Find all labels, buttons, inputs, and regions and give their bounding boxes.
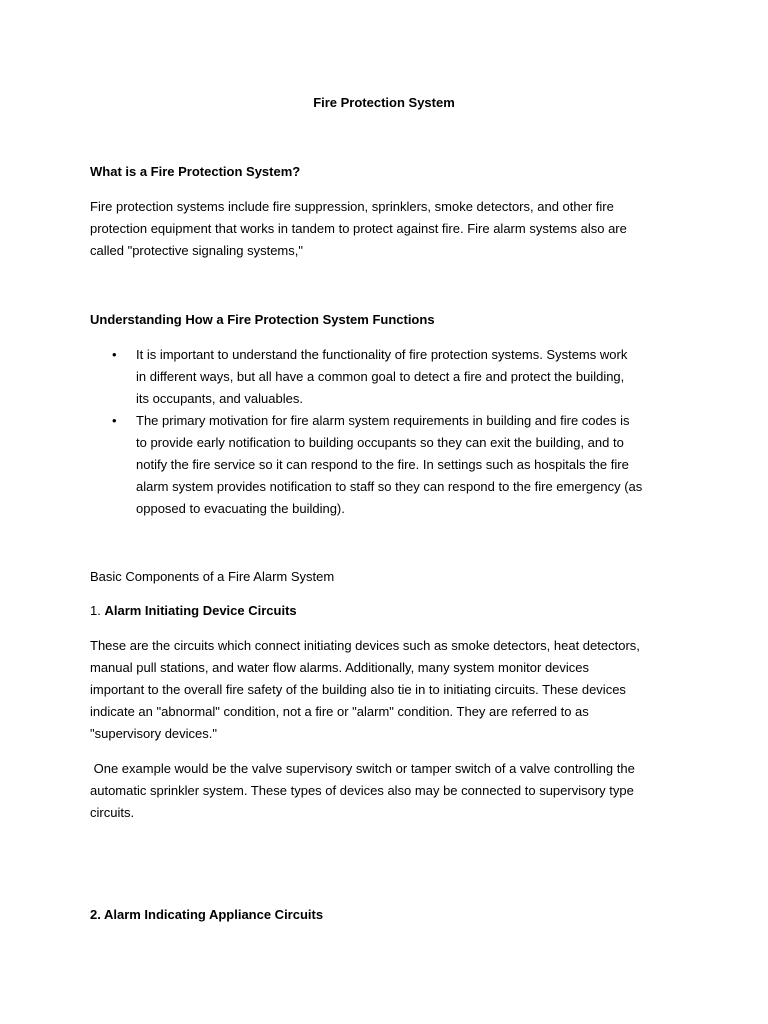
numbered-item-2: 2. Alarm Indicating Appliance Circuits bbox=[90, 907, 324, 922]
bullet-line: It is important to understand the functionality of fire protection systems. Systems work bbox=[136, 347, 628, 362]
bullet-line: to provide early notification to building occupants so they can exit the building, and to bbox=[136, 435, 624, 450]
bullet-icon: • bbox=[112, 413, 117, 428]
bullet-line: opposed to evacuating the building). bbox=[136, 501, 345, 516]
paragraph-line: indicate an "abnormal" condition, not a fire or "alarm" condition. They are referred to as bbox=[90, 704, 589, 719]
paragraph-line: called "protective signaling systems," bbox=[90, 243, 303, 258]
paragraph-line: circuits. bbox=[90, 805, 135, 820]
section-heading-basic-components: Basic Components of a Fire Alarm System bbox=[90, 569, 335, 584]
bullet-line: in different ways, but all have a common goal to detect a fire and protect the building, bbox=[136, 369, 625, 384]
paragraph-line: One example would be the valve supervisory switch or tamper switch of a valve controlling the bbox=[90, 761, 635, 776]
paragraph-line: automatic sprinkler system. These types of devices also may be connected to supervisory type bbox=[90, 783, 634, 798]
item-title: Alarm Initiating Device Circuits bbox=[104, 603, 297, 618]
bullet-line: its occupants, and valuables. bbox=[136, 391, 303, 406]
section-heading-understanding: Understanding How a Fire Protection System Functions bbox=[90, 312, 435, 327]
paragraph-line: These are the circuits which connect initiating devices such as smoke detectors, heat detectors, bbox=[90, 638, 640, 653]
paragraph-line: protection equipment that works in tandem to protect against fire. Fire alarm systems also are bbox=[90, 221, 627, 236]
bullet-icon: • bbox=[112, 347, 117, 362]
bullet-line: alarm system provides notification to staff so they can respond to the fire emergency (as bbox=[136, 479, 643, 494]
bullet-line: The primary motivation for fire alarm system requirements in building and fire codes is bbox=[136, 413, 630, 428]
bullet-line: notify the fire service so it can respond to the fire. In settings such as hospitals the fire bbox=[136, 457, 629, 472]
paragraph-line: important to the overall fire safety of the building also tie in to initiating circuits. These devices bbox=[90, 682, 626, 697]
paragraph-line: manual pull stations, and water flow alarms. Additionally, many system monitor devices bbox=[90, 660, 590, 675]
document-title: Fire Protection System bbox=[313, 95, 455, 110]
paragraph-line: Fire protection systems include fire suppression, sprinklers, smoke detectors, and other fire bbox=[90, 199, 614, 214]
paragraph-line: "supervisory devices." bbox=[90, 726, 217, 741]
section-heading-what-is: What is a Fire Protection System? bbox=[90, 164, 301, 179]
item-number: 1. bbox=[90, 603, 101, 618]
numbered-item-1 bbox=[90, 600, 297, 622]
